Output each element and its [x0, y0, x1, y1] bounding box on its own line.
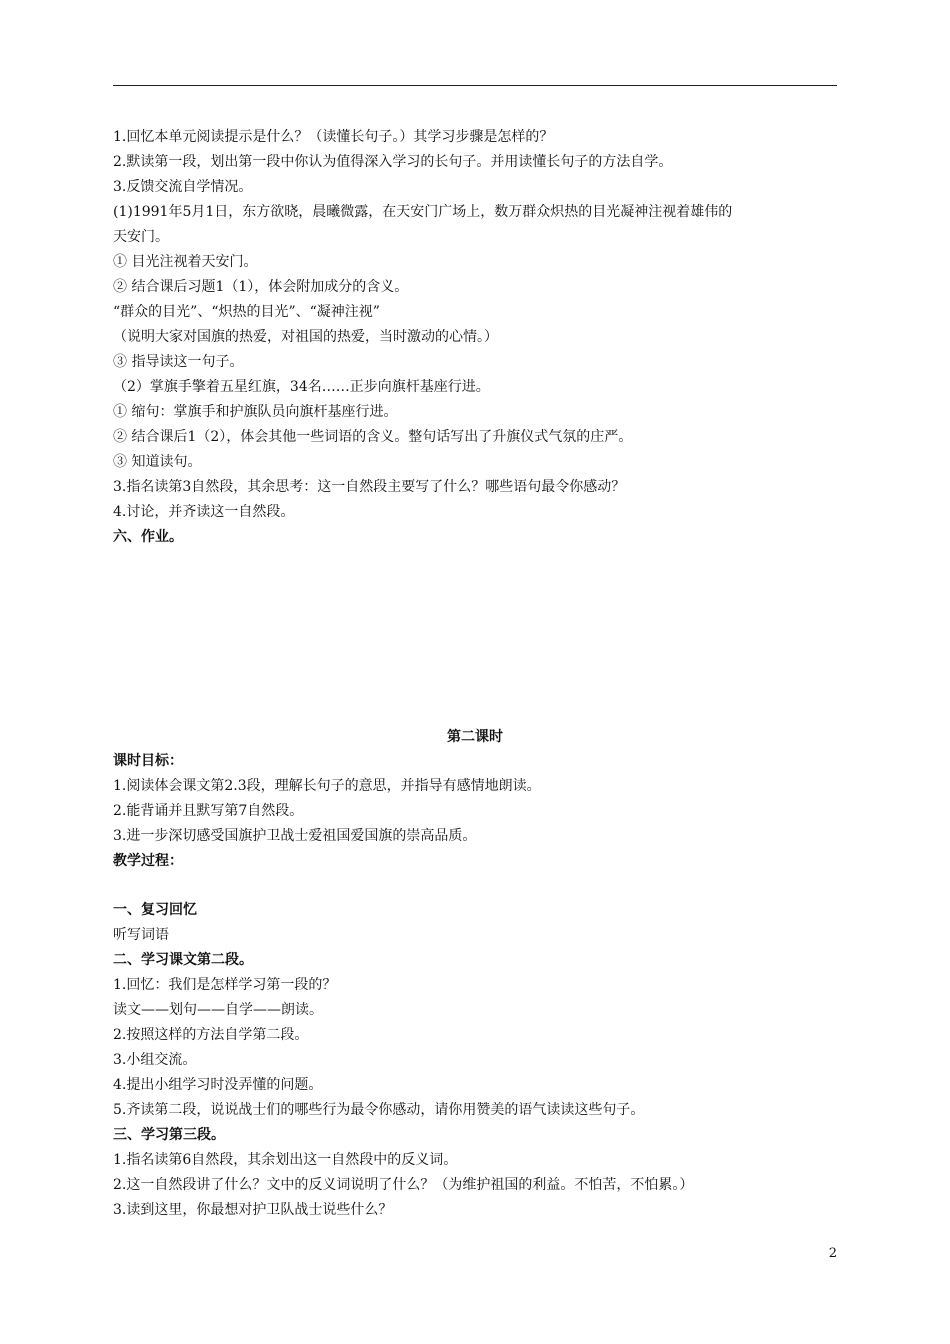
text-line: 2.默读第一段，划出第一段中你认为值得深入学习的长句子。并用读懂长句子的方法自学。	[113, 154, 673, 170]
text-line: （2）掌旗手擎着五星红旗，34名……正步向旗杆基座行进。	[113, 379, 490, 395]
lesson-title: 第二课时	[447, 729, 503, 745]
text-line: ② 结合课后习题1（1），体会附加成分的含义。	[113, 279, 409, 295]
header-rule	[113, 85, 837, 86]
section-heading: 二、学习课文第二段。	[113, 952, 253, 968]
text-line: 3.读到这里，你最想对护卫队战士说些什么？	[113, 1202, 393, 1218]
text-line: 2.按照这样的方法自学第二段。	[113, 1027, 309, 1043]
goal-item: 2.能背诵并且默写第7自然段。	[113, 803, 304, 819]
section-heading: 一、复习回忆	[113, 902, 197, 918]
goal-item: 3.进一步深切感受国旗护卫战士爱祖国爱国旗的崇高品质。	[113, 828, 477, 844]
process-heading: 教学过程：	[113, 853, 183, 869]
page-number: 2	[828, 1246, 837, 1261]
text-line: “群众的目光”、“炽热的目光”、“凝神注视”	[113, 304, 380, 320]
text-line: ① 目光注视着天安门。	[113, 254, 258, 270]
section-heading-homework: 六、作业。	[113, 529, 183, 545]
text-line: ② 结合课后1（2），体会其他一些词语的含义。整句话写出了升旗仪式气氛的庄严。	[113, 429, 633, 445]
text-line: 3.反馈交流自学情况。	[113, 179, 253, 195]
text-line: (1)1991年5月1日，东方欲晓，晨曦微露，在天安门广场上，数万群众炽热的目光凝神注视着雄伟的	[113, 204, 733, 220]
text-line: 1.回忆：我们是怎样学习第一段的？	[113, 977, 337, 993]
text-line: 读文——划句——自学——朗读。	[113, 1002, 323, 1018]
text-line: 3.指名读第3自然段，其余思考：这一自然段主要写了什么？哪些语句最令你感动？	[113, 479, 626, 495]
text-line: 5.齐读第二段，说说战士们的哪些行为最令你感动，请你用赞美的语气读读这些句子。	[113, 1102, 645, 1118]
text-line: 听写词语	[113, 927, 169, 943]
goal-item: 1.阅读体会课文第2.3段，理解长句子的意思，并指导有感情地朗读。	[113, 778, 541, 794]
text-line: 天安门。	[113, 229, 169, 245]
text-line: 2.这一自然段讲了什么？文中的反义词说明了什么？（为维护祖国的利益。不怕苦，不怕累。）	[113, 1177, 694, 1193]
text-line: 4.提出小组学习时没弄懂的问题。	[113, 1077, 323, 1093]
text-line: 4.讨论，并齐读这一自然段。	[113, 504, 295, 520]
section-heading: 三、学习第三段。	[113, 1127, 225, 1143]
text-line: 1.回忆本单元阅读提示是什么？（读懂长句子。）其学习步骤是怎样的？	[113, 129, 554, 145]
text-line: ① 缩句：掌旗手和护旗队员向旗杆基座行进。	[113, 404, 398, 420]
text-line: （说明大家对国旗的热爱，对祖国的热爱，当时激动的心情。）	[113, 329, 498, 345]
text-line: ③ 指导读这一句子。	[113, 354, 244, 370]
text-line: 1.指名读第6自然段，其余划出这一自然段中的反义词。	[113, 1152, 458, 1168]
text-line: 3.小组交流。	[113, 1052, 197, 1068]
goals-heading: 课时目标：	[113, 753, 183, 769]
text-line: ③ 知道读句。	[113, 454, 202, 470]
